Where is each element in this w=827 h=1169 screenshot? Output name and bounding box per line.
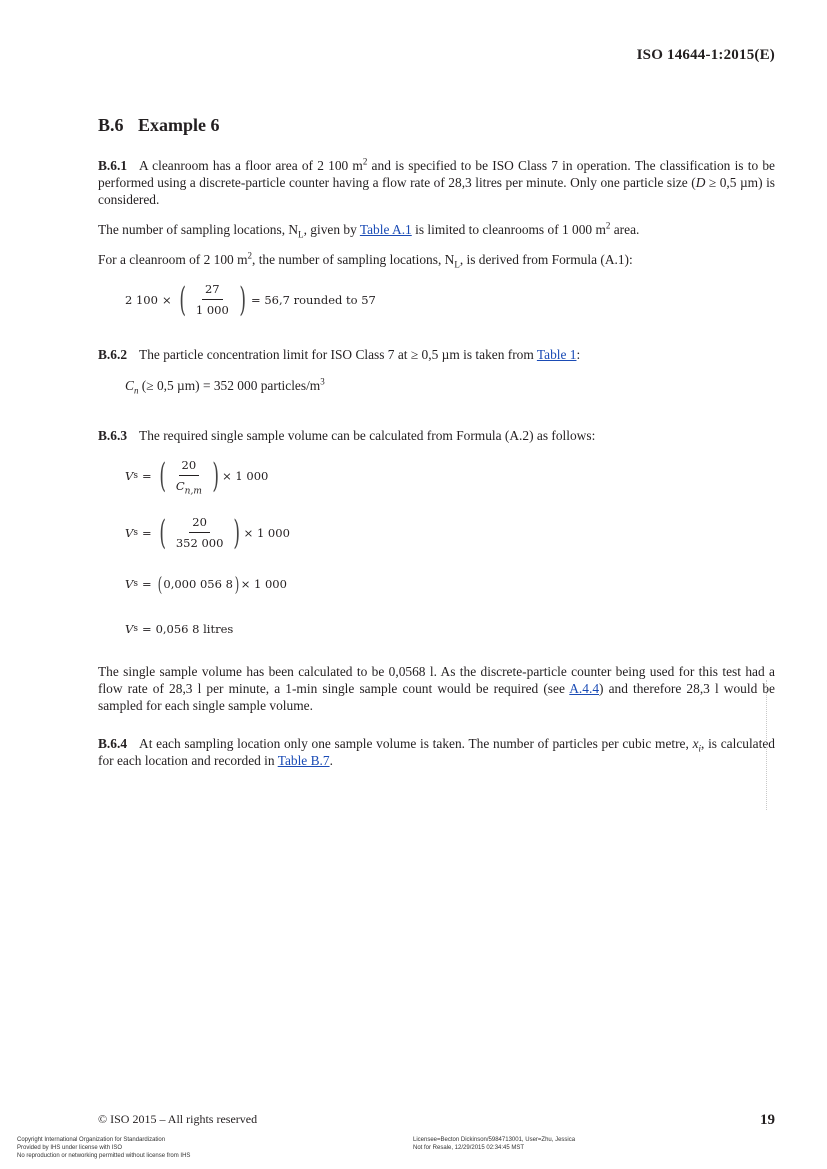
text: For a cleanroom of 2 100 m [98,252,248,267]
license-left [17,1136,190,1160]
license-right [413,1136,575,1152]
license-line: Not for Resale, 12/29/2015 02:34:45 MST [413,1145,525,1151]
text: , given by [303,222,360,237]
subscript: L [298,229,304,240]
right-paren: ) [212,455,219,496]
paragraph-derivation [98,251,775,268]
formula-vs-2: V s = ( $\frac{20}{352 000}$ ) × 1 000 [125,512,290,553]
text: A cleanroom has a floor area of 2 100 m [139,158,363,173]
text: , is derived from Formula (A.1): [459,252,633,267]
text: The number of sampling locations, N [98,222,299,237]
section-title: Example 6 [138,115,220,135]
formula-vs-1: V s = ( $\frac{20}{C_{n,m}}$ ) × 1 000 [125,455,269,497]
numerator: 20 [179,458,200,476]
clause-number: B.6.4 [98,736,128,751]
variable: V [125,525,134,540]
section-heading [98,115,220,136]
paragraph-sampling-locations [98,221,775,238]
formula-a1 [125,279,376,320]
superscript: 2 [362,156,368,167]
clause-number: B.6.3 [98,428,128,443]
right-paren: ) [234,572,240,596]
a44-link[interactable]: A.4.4 [569,681,600,696]
times-sign: × [161,292,172,307]
footer-copyright: © ISO 2015 – All rights reserved [98,1112,258,1126]
section-number: B.6 [98,115,124,135]
left-paren: ( [178,279,186,320]
document-id-header: ISO 14644-1:2015(E) [636,47,775,63]
paragraph-b62 [98,346,775,363]
equals-sign: = [141,525,152,540]
clause-number: B.6.1 [98,158,128,173]
clause-number: B.6.2 [98,347,128,362]
text: At each sampling location only one sample volume is taken. The number of particles per cubic metre, [139,736,693,751]
denominator: 352 000 [175,536,224,550]
table-b7-link[interactable]: Table B.7 [277,753,330,768]
formula-lhs: 2 100 [125,292,158,307]
paragraph-b61 [98,157,775,208]
superscript: 3 [320,376,325,387]
text: , is calculated for each location and recorded in [98,736,775,768]
multiplier: × 1 000 [240,577,287,591]
text: area. [610,222,640,237]
scan-artifact-line [766,680,767,810]
license-line: Copyright International Organization for Standardization [17,1137,166,1143]
result: 0,056 8 litres [155,622,234,636]
variable: V [125,577,134,591]
superscript: 2 [605,220,611,231]
text: . [329,753,333,768]
multiplier: × 1 000 [222,468,269,483]
text: , the number of sampling locations, N [252,252,455,267]
text: ≥ 0,5 µm) is considered. [98,175,775,207]
variable: V [125,622,134,636]
right-paren: ) [239,279,246,320]
text: The single sample volume has been calculated to be 0,0568 l. As the discrete-particle counter being used for this test had a flow rate of 28,3 l per minute, a 1-min single sample count would be required (see [98,664,775,696]
page-number: 19 [760,1112,775,1128]
text: (≥ 0,5 µm) = 352 000 particles/m [138,378,321,393]
variable: V [125,468,134,483]
text: is limited to cleanrooms of 1 000 m [411,222,606,237]
equals-sign: = [141,577,152,591]
subscript: i [698,743,702,754]
variable: C [175,479,185,493]
license-line: Licensee=Becton Dickinson/5984713001, User=Zhu, Jessica [413,1137,576,1143]
subscript: L [454,259,460,270]
left-paren: ( [158,455,166,496]
numerator: 20 [189,515,210,533]
fraction [173,458,205,497]
left-paren: ( [158,512,166,553]
equals-sign: = [141,468,152,483]
license-line: Provided by IHS under license with ISO [17,1145,123,1151]
multiplier: × 1 000 [243,525,290,540]
paragraph-b63 [98,427,775,444]
variable: C [125,378,134,393]
value: 0,000 056 8 [163,577,233,591]
text: : [576,347,581,362]
superscript: 2 [247,250,252,261]
variable: D [695,175,706,190]
denominator [173,476,205,497]
formula-vs-3: V s = ( 0,000 056 8 ) × 1 000 [125,572,287,596]
text: The required single sample volume can be calculated from Formula (A.2) as follows: [139,428,596,443]
paragraph-sample-volume [98,663,775,714]
license-line: No reproduction or networking permitted without license from IHS [17,1153,191,1159]
text: The particle concentration limit for ISO Class 7 at ≥ 0,5 µm is taken from [139,347,537,362]
equals-sign: = [141,622,152,636]
denominator: 1 000 [195,303,229,317]
subscript: n [133,385,139,396]
numerator: 27 [202,282,223,300]
table-1-link[interactable]: Table 1 [536,347,577,362]
concentration-limit [125,377,725,394]
table-a1-link[interactable]: Table A.1 [359,222,412,237]
fraction [173,515,227,550]
left-paren: ( [157,572,162,596]
formula-vs-4: V s = 0,056 8 litres [125,622,234,636]
text: ) and therefore 28,3 l would be sampled for each single sample volume. [98,681,775,713]
formula-result: = 56,7 rounded to 57 [251,292,376,307]
text: and is specified to be ISO Class 7 in operation. The classification is to be performed using a discrete-particle counter having a flow rate of 28,3 litres per minute. Only one particle size ( [98,158,775,190]
subscript: n,m [184,486,202,497]
variable: x [692,736,699,751]
right-paren: ) [233,512,241,553]
paragraph-b64 [98,735,775,769]
fraction [193,282,232,317]
